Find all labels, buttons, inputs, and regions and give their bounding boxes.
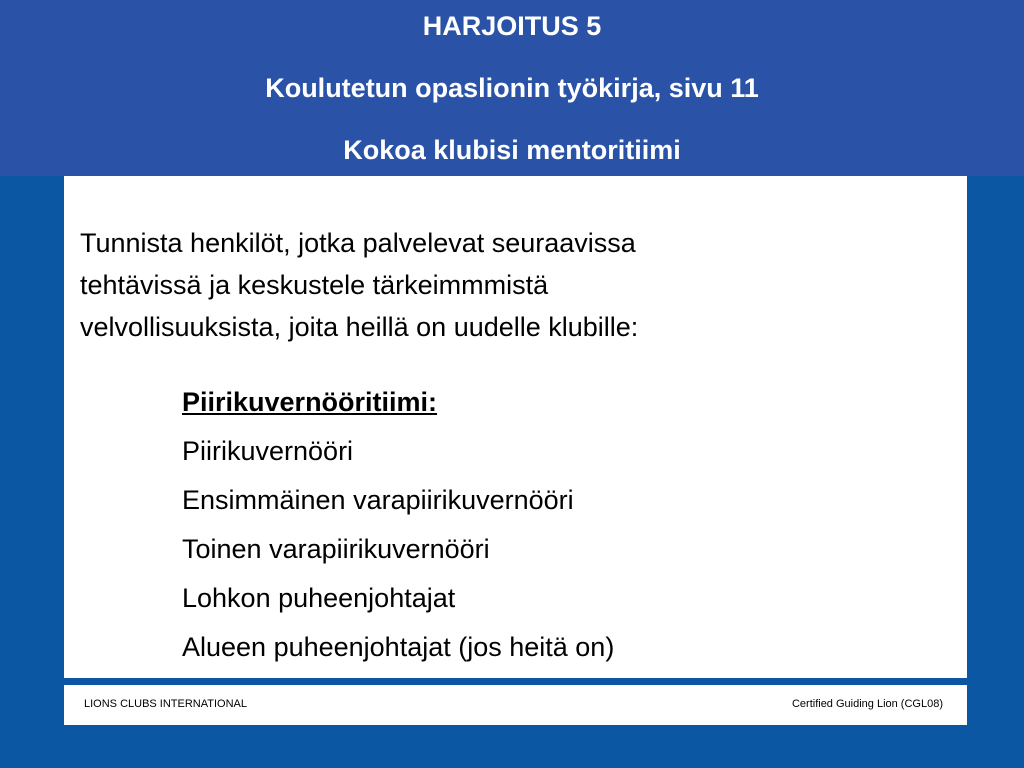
title-banner xyxy=(0,0,1024,176)
exercise-title: HARJOITUS 5 xyxy=(422,11,602,41)
list-item: Toinen varapiirikuvernööri xyxy=(182,534,490,564)
list-item: Lohkon puheenjohtajat xyxy=(182,583,456,613)
list-item: Ensimmäinen varapiirikuvernööri xyxy=(182,485,574,515)
instruction-line: tehtävissä ja keskustele tärkeimmmistä xyxy=(80,270,549,300)
course-code: Certified Guiding Lion (CGL08) xyxy=(791,698,943,710)
slide-subtitle: Kokoa klubisi mentoritiimi xyxy=(343,135,681,165)
footer-bar xyxy=(64,685,967,725)
team-role-list xyxy=(182,378,614,672)
content-panel xyxy=(64,176,967,678)
team-heading: Piirikuvernööritiimi: xyxy=(182,387,438,417)
list-item: Alueen puheenjohtajat (jos heitä on) xyxy=(182,632,615,662)
instruction-line: Tunnista henkilöt, jotka palvelevat seuraavissa xyxy=(80,228,636,258)
list-item: Piirikuvernööri xyxy=(182,436,354,466)
workbook-reference: Koulutetun opaslionin työkirja, sivu 11 xyxy=(265,73,759,103)
organization-name: LIONS CLUBS INTERNATIONAL xyxy=(84,698,247,710)
instruction-text xyxy=(80,222,940,348)
instruction-line: velvollisuuksista, joita heillä on uudelle klubille: xyxy=(80,312,639,342)
